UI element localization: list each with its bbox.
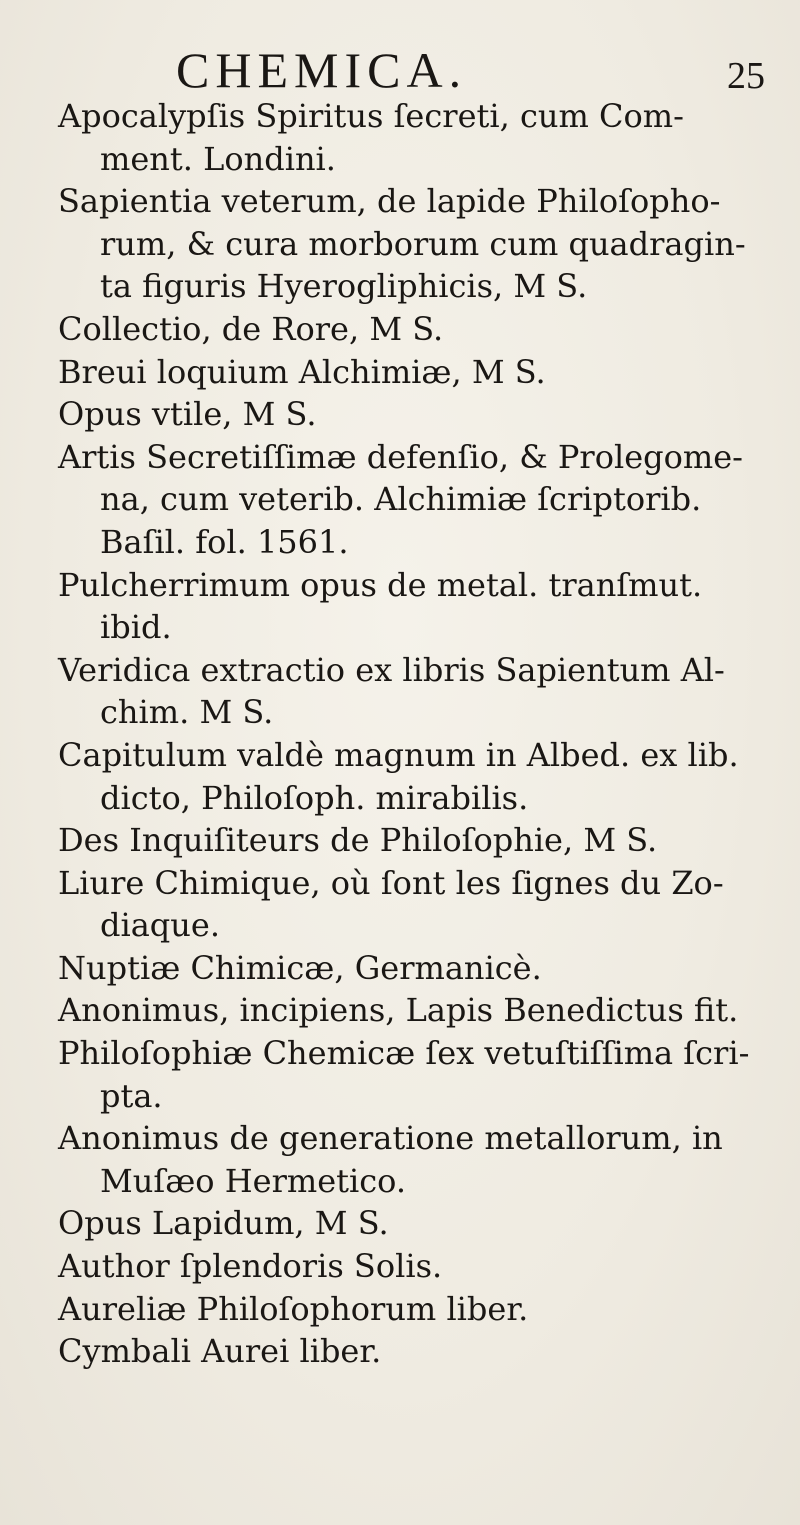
entry-line: Philoſophiæ Chemicæ ſex vetuſtiſſima ſcri- (58, 1034, 750, 1073)
entry-line: Capitulum valdè magnum in Albed. ex lib. (58, 735, 739, 774)
entry-continuation-line: chim. M S. (100, 693, 274, 732)
entry-line: Breui loquium Alchimiæ, M S. (58, 352, 546, 391)
entry-line: Author ſplendoris Solis. (58, 1247, 443, 1286)
catalogue-entry (0, 1245, 800, 1288)
catalogue-entry (0, 989, 800, 1032)
entry-line: Sapientia veterum, de lapide Philoſopho- (58, 182, 721, 221)
entry-line: Cymbali Aurei liber. (58, 1332, 382, 1371)
entry-line: Aureliæ Philoſophorum liber. (58, 1289, 529, 1328)
entry-line: Apocalypſis Spiritus ſecreti, cum Com- (58, 97, 684, 135)
entry-line: Opus vtile, M S. (58, 395, 317, 434)
entry-line: Veridica extractio ex libris Sapientum Al- (58, 650, 725, 689)
catalogue-entry (0, 308, 800, 351)
entry-line: Artis Secretiſſimæ defenſio, & Prolegome- (58, 437, 743, 476)
entry-line: Anonimus de generatione metallorum, in (58, 1119, 723, 1158)
entry-continuation-line: dicto, Philoſoph. mirabilis. (100, 778, 529, 817)
catalogue-entry (0, 95, 800, 180)
catalogue-entry (0, 819, 800, 862)
entry-continuation-line: pta. (100, 1076, 163, 1115)
catalogue-list (0, 95, 800, 1373)
page-number: 25 (727, 55, 765, 97)
catalogue-entry (0, 947, 800, 990)
catalogue-entry (0, 1202, 800, 1245)
catalogue-entry (0, 1032, 800, 1117)
catalogue-entry (0, 180, 800, 308)
entry-continuation-line: diaque. (100, 906, 220, 945)
catalogue-entry (0, 862, 800, 947)
catalogue-entry (0, 1288, 800, 1331)
catalogue-entry (0, 393, 800, 436)
catalogue-entry (0, 351, 800, 394)
catalogue-entry (0, 1330, 800, 1373)
entry-continuation-line: Muſæo Hermetico. (100, 1161, 407, 1200)
entry-line: Collectio, de Rore, M S. (58, 309, 444, 348)
entry-line: Opus Lapidum, M S. (58, 1204, 389, 1243)
running-head: CHEMICA. (176, 42, 468, 98)
entry-line: Des Inquiſiteurs de Philoſophie, M S. (58, 821, 658, 860)
page-header (0, 40, 800, 100)
entry-continuation-line: na, cum veterib. Alchimiæ ſcriptorib. (100, 480, 702, 519)
entry-continuation-line: rum, & cura morborum cum quadragin- (100, 224, 746, 263)
catalogue-entry (0, 1117, 800, 1202)
catalogue-entry (0, 436, 800, 564)
entry-continuation-line: Baſil. fol. 1561. (100, 522, 349, 561)
catalogue-entry (0, 734, 800, 819)
entry-continuation-line: ibid. (100, 608, 172, 647)
entry-line: Nuptiæ Chimicæ, Germanicè. (58, 948, 542, 987)
entry-continuation-line: ment. Londini. (100, 139, 336, 178)
entry-continuation-line: ta figuris Hyerogliphicis, M S. (100, 267, 588, 306)
entry-line: Anonimus, incipiens, Lapis Benedictus fit. (58, 991, 739, 1030)
catalogue-entry (0, 649, 800, 734)
catalogue-entry (0, 564, 800, 649)
entry-line: Pulcherrimum opus de metal. tranſmut. (58, 565, 703, 604)
entry-line: Liure Chimique, où ſont les ſignes du Zo- (58, 863, 724, 902)
